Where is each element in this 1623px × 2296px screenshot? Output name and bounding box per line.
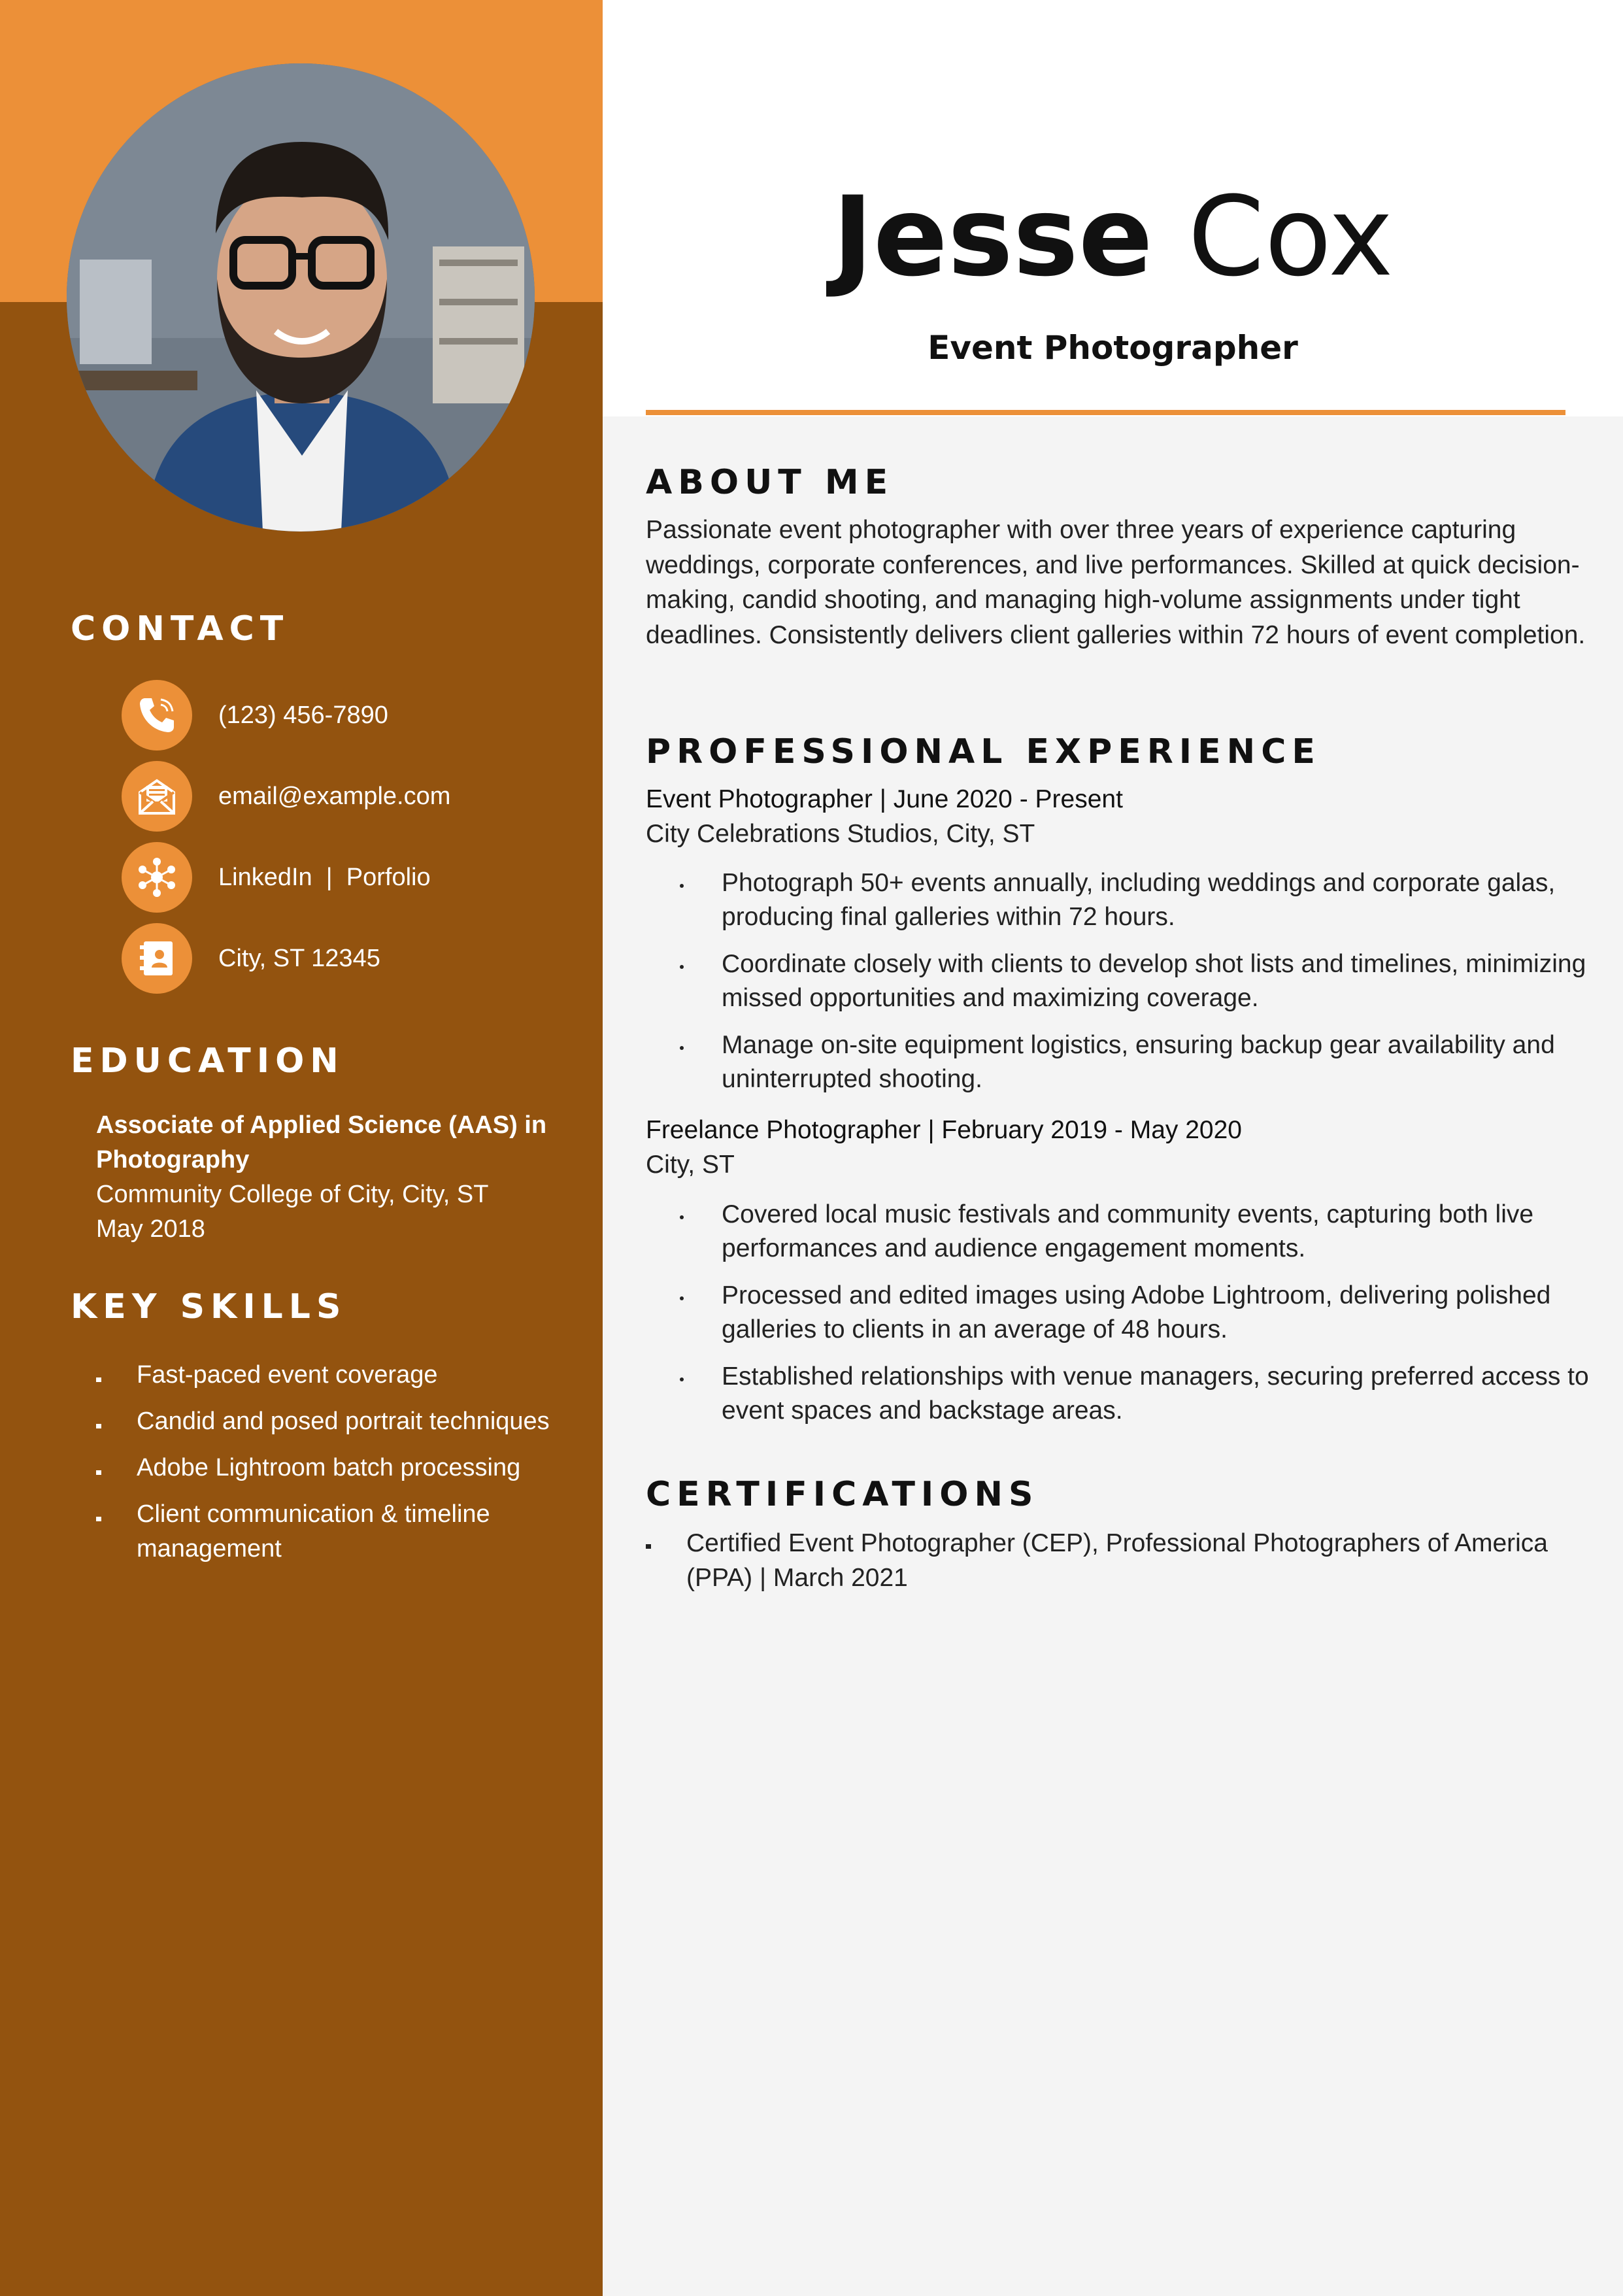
education-entry (96, 1108, 580, 1247)
job-2-company: City, ST (646, 1151, 735, 1179)
education-date: May 2018 (96, 1215, 205, 1243)
contact-links-text[interactable]: LinkedIn | Porfolio (218, 863, 431, 891)
network-icon (122, 842, 192, 913)
email-icon (122, 761, 192, 832)
contact-address-text: City, ST 12345 (218, 944, 380, 972)
profile-photo (67, 63, 535, 532)
last-name: Cox (1188, 173, 1394, 301)
job-1-title: Event Photographer | June 2020 - Present (646, 785, 1123, 813)
list-item: Processed and edited images using Adobe Lightroom, delivering polished galleries to clients in an average of 48 hours. (680, 1279, 1595, 1347)
list-item: Established relationships with venue managers, securing preferred access to event spaces and backstage areas. (680, 1360, 1595, 1428)
address-book-icon (122, 923, 192, 994)
education-degree: Associate of Applied Science (AAS) in Photography (96, 1111, 547, 1173)
contact-email (122, 761, 450, 832)
job-1-company: City Celebrations Studios, City, ST (646, 820, 1035, 848)
job-title: Event Photographer (928, 329, 1298, 367)
list-item: Certified Event Photographer (CEP), Professional Photographers of America (PPA) | March 2021 (646, 1526, 1600, 1595)
job-2-bullets (680, 1198, 1595, 1441)
certifications-heading: CERTIFICATIONS (646, 1475, 1039, 1514)
contact-phone-text[interactable]: (123) 456-7890 (218, 701, 388, 729)
skill-item: Fast-paced event coverage (96, 1358, 580, 1393)
education-heading: EDUCATION (71, 1041, 344, 1081)
list-item: Covered local music festivals and community events, capturing both live performances and audience engagement moments. (680, 1198, 1595, 1266)
skill-item: Client communication & timeline management (96, 1497, 580, 1566)
contact-links (122, 842, 431, 913)
skill-item: Candid and posed portrait techniques (96, 1404, 580, 1439)
list-item: Manage on-site equipment logistics, ensuring backup gear availability and uninterrupted shooting. (680, 1028, 1595, 1096)
about-text: Passionate event photographer with over three years of experience capturing weddings, corporate conferences, and live performances. Skilled at quick decision-making, candid shooting, and managing high-volume assignments under tight deadlines. Consistently delivers client galleries within 72 hours of event completion. (646, 516, 1586, 649)
contact-email-text[interactable]: email@example.com (218, 782, 451, 810)
phone-icon (122, 680, 192, 751)
candidate-name (603, 171, 1623, 302)
contact-address (122, 923, 380, 994)
skills-heading: KEY SKILLS (71, 1287, 347, 1326)
contact-heading: CONTACT (71, 609, 290, 649)
first-name: Jesse (832, 173, 1153, 301)
job-1-bullets (680, 866, 1595, 1109)
skills-list (96, 1358, 580, 1578)
list-item: Coordinate closely with clients to develop shot lists and timelines, minimizing missed opportunities and maximizing coverage. (680, 947, 1595, 1015)
job-2-title: Freelance Photographer | February 2019 - May 2020 (646, 1116, 1242, 1144)
certifications-list (646, 1526, 1600, 1595)
skill-item: Adobe Lightroom batch processing (96, 1451, 580, 1485)
contact-phone (122, 680, 388, 751)
list-item: Photograph 50+ events annually, including weddings and corporate galas, producing final galleries within 72 hours. (680, 866, 1595, 934)
experience-heading: PROFESSIONAL EXPERIENCE (646, 732, 1321, 771)
about-heading: ABOUT ME (646, 463, 894, 502)
header-divider (646, 410, 1565, 415)
education-school: Community College of City, City, ST (96, 1181, 489, 1208)
